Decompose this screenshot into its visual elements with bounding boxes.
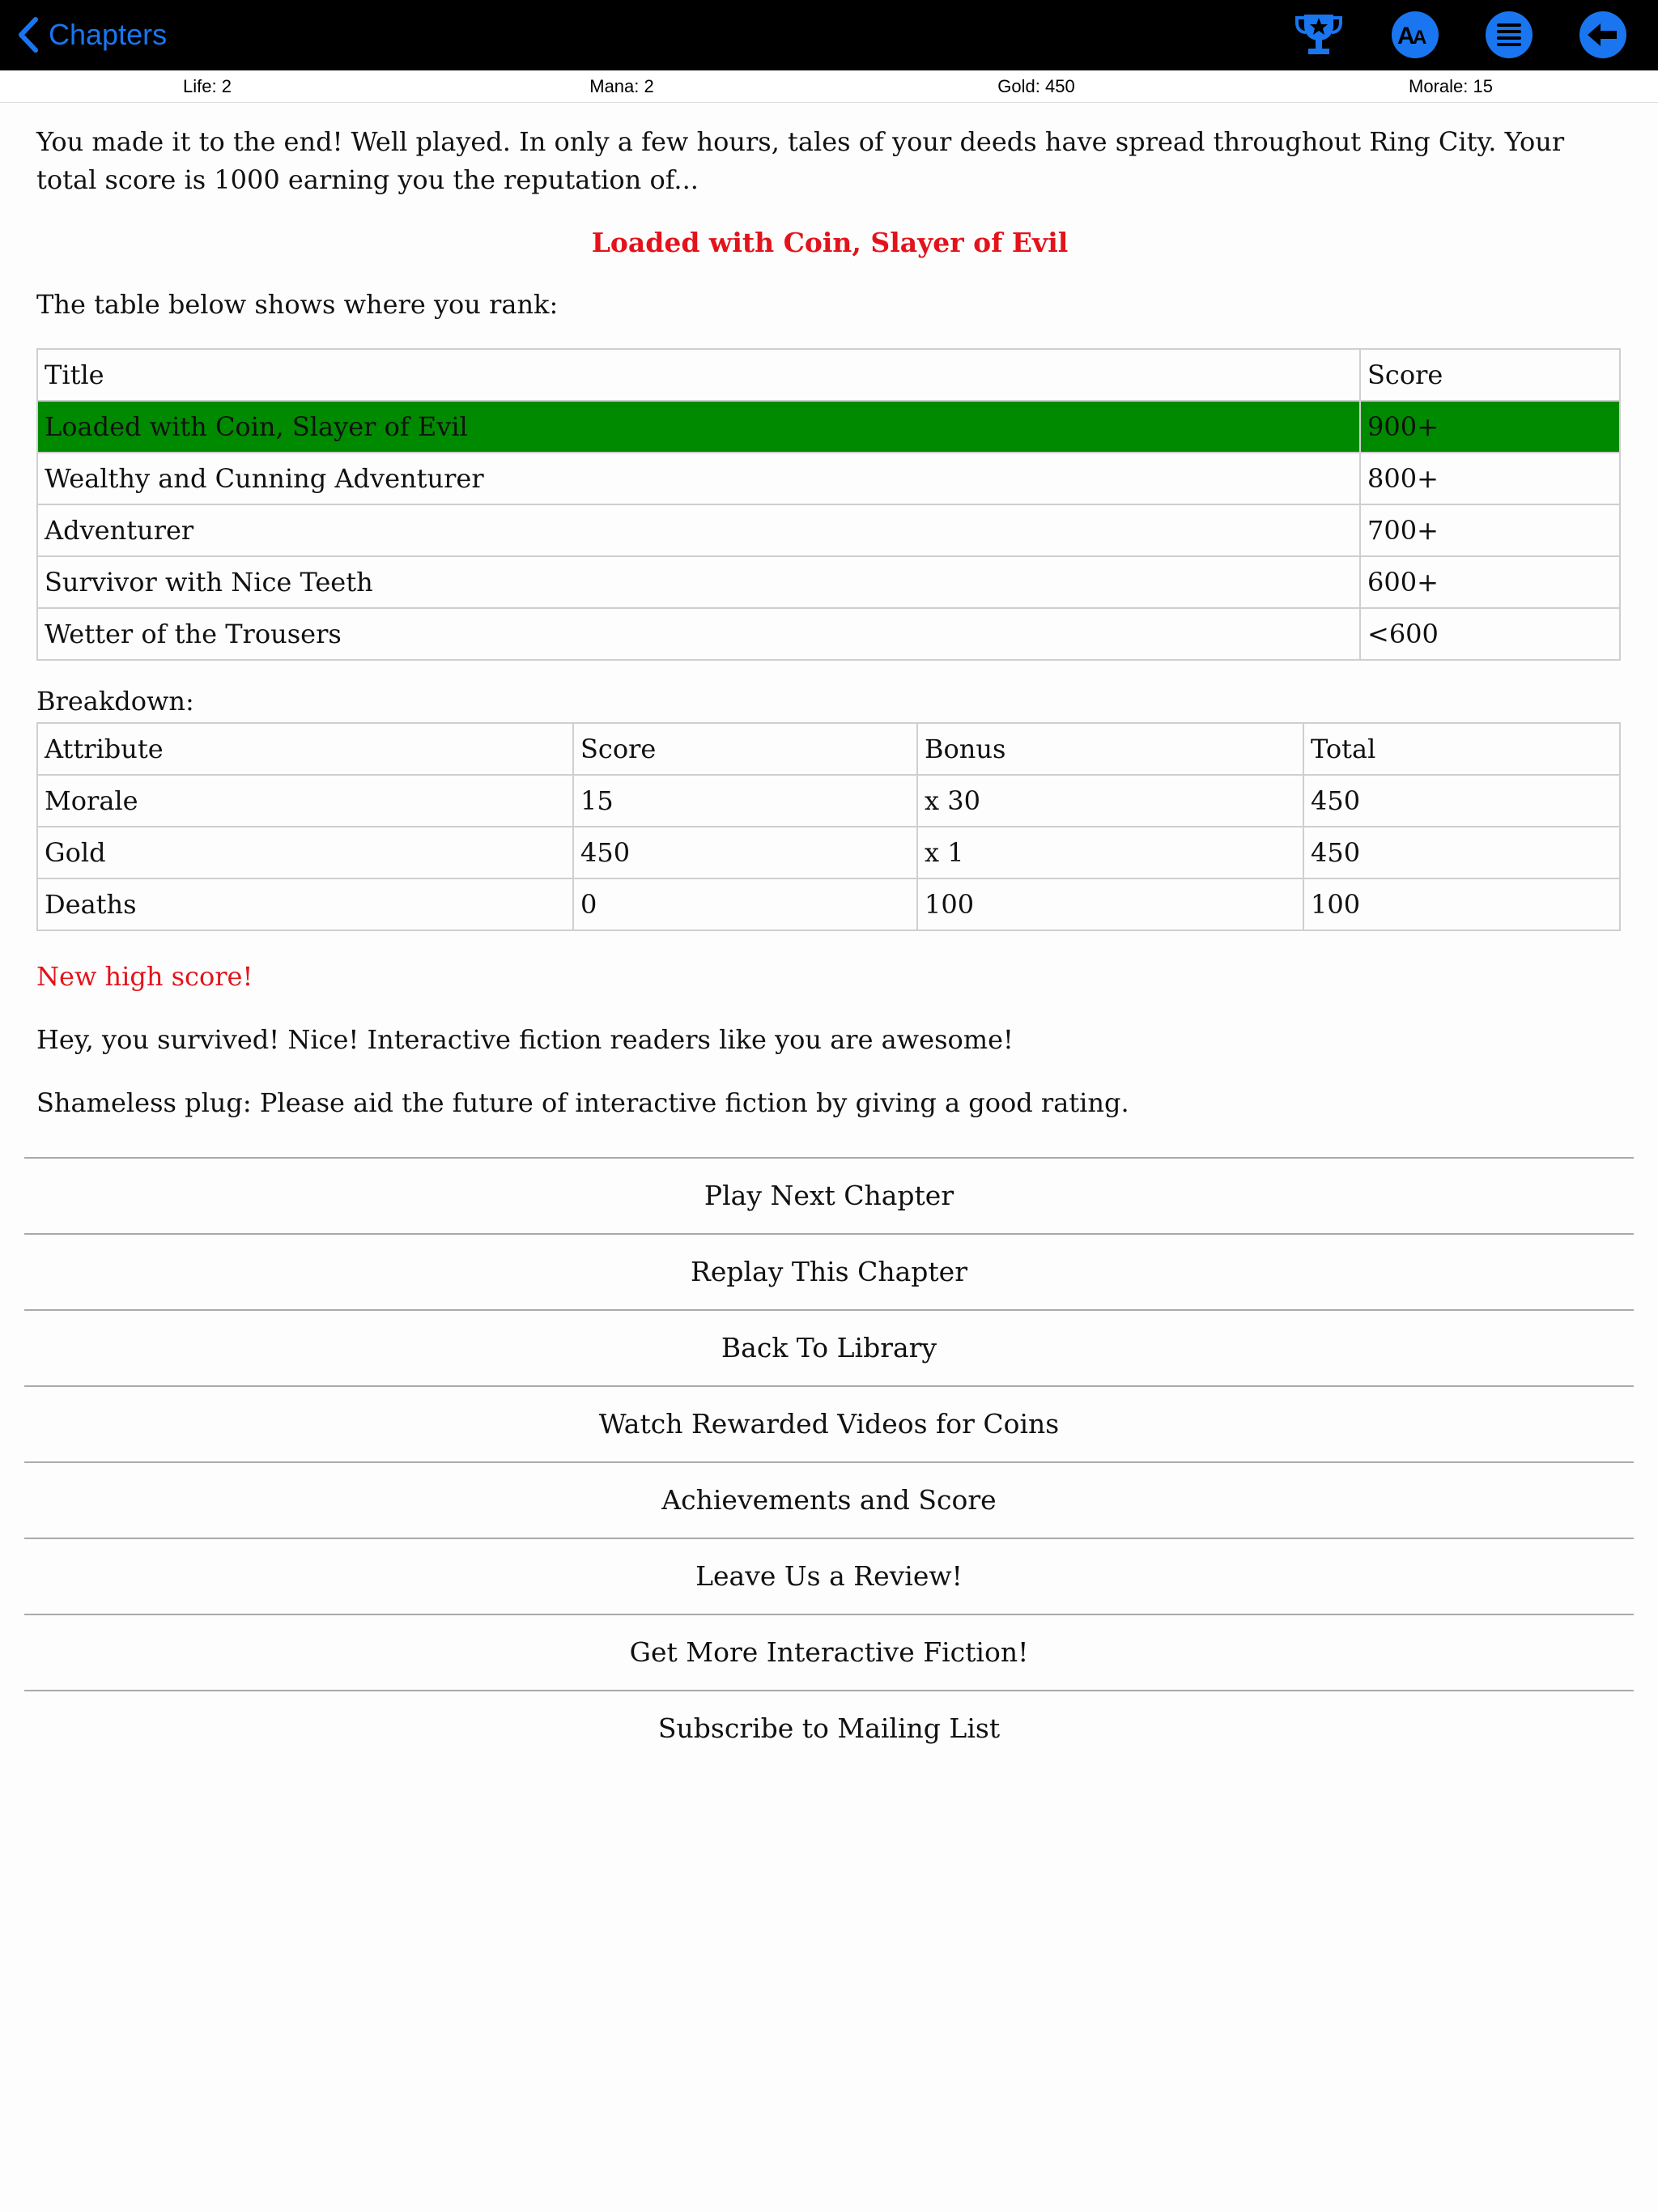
breakdown-label: Breakdown: — [36, 686, 194, 717]
table-header-row — [37, 349, 1620, 401]
table-row — [37, 556, 1620, 608]
table-header-row — [37, 723, 1620, 775]
table-cell: 450 — [573, 827, 917, 878]
table-row — [37, 827, 1620, 878]
back-to-chapters-button[interactable] — [16, 11, 167, 58]
achievements-and-score-button[interactable]: Achievements and Score — [24, 1461, 1634, 1538]
table-cell: 900+ — [1360, 401, 1620, 453]
stats-bar — [0, 70, 1658, 103]
table-cell: x 1 — [917, 827, 1303, 878]
table-row — [37, 775, 1620, 827]
table-cell: x 30 — [917, 775, 1303, 827]
rating-plug-text: Shameless plug: Please aid the future of interactive fiction by giving a good rating. — [36, 1087, 1129, 1118]
reputation-title: Loaded with Coin, Slayer of Evil — [591, 227, 1069, 258]
table-cell: Survivor with Nice Teeth — [37, 556, 1360, 608]
play-next-chapter-button[interactable]: Play Next Chapter — [24, 1157, 1634, 1233]
back-label: Chapters — [49, 18, 168, 51]
table-cell: 700+ — [1360, 504, 1620, 556]
replay-chapter-button[interactable]: Replay This Chapter — [24, 1233, 1634, 1309]
table-cell: Loaded with Coin, Slayer of Evil — [37, 401, 1360, 453]
table-header-cell: Total — [1303, 723, 1620, 775]
table-cell: 600+ — [1360, 556, 1620, 608]
menu-list-icon[interactable] — [1484, 10, 1534, 60]
svg-text:A: A — [1397, 23, 1415, 49]
table-row-current-rank — [37, 401, 1620, 453]
rank-table — [36, 348, 1621, 661]
table-row — [37, 504, 1620, 556]
trophy-icon[interactable] — [1294, 10, 1344, 60]
subscribe-mailing-list-button[interactable]: Subscribe to Mailing List — [24, 1690, 1634, 1766]
story-content — [36, 123, 1623, 1122]
table-cell: 450 — [1303, 827, 1620, 878]
table-cell: Adventurer — [37, 504, 1360, 556]
get-more-fiction-button[interactable]: Get More Interactive Fiction! — [24, 1614, 1634, 1690]
life-stat: Life: 2 — [183, 76, 232, 96]
mana-stat: Mana: 2 — [589, 76, 654, 96]
table-row — [37, 608, 1620, 660]
top-navigation-bar — [0, 0, 1658, 70]
table-cell: <600 — [1360, 608, 1620, 660]
table-cell: Morale — [37, 775, 573, 827]
ending-intro-text: You made it to the end! Well played. In only a few hours, tales of your deeds have spread throughout Ring City. Your total score is 1000 earning you the reputation of... — [36, 126, 1565, 195]
table-cell: 450 — [1303, 775, 1620, 827]
arrow-back-icon[interactable] — [1578, 10, 1628, 60]
new-high-score-text: New high score! — [36, 961, 253, 992]
table-cell: 100 — [1303, 878, 1620, 930]
table-header-cell: Title — [37, 349, 1360, 401]
table-cell: Gold — [37, 827, 573, 878]
survived-message: Hey, you survived! Nice! Interactive fiction readers like you are awesome! — [36, 1024, 1014, 1055]
svg-text:A: A — [1413, 27, 1427, 49]
rank-intro-text: The table below shows where you rank: — [36, 289, 559, 320]
watch-rewarded-videos-button[interactable]: Watch Rewarded Videos for Coins — [24, 1385, 1634, 1461]
table-cell: 100 — [917, 878, 1303, 930]
back-to-library-button[interactable]: Back To Library — [24, 1309, 1634, 1385]
table-cell: Wetter of the Trousers — [37, 608, 1360, 660]
chapter-actions-list — [24, 1157, 1634, 1766]
table-cell: 15 — [573, 775, 917, 827]
table-header-cell: Score — [1360, 349, 1620, 401]
table-header-cell: Bonus — [917, 723, 1303, 775]
table-cell: Deaths — [37, 878, 573, 930]
table-header-cell: Attribute — [37, 723, 573, 775]
leave-review-button[interactable]: Leave Us a Review! — [24, 1538, 1634, 1614]
table-header-cell: Score — [573, 723, 917, 775]
table-cell: 800+ — [1360, 453, 1620, 504]
chevron-left-icon — [16, 16, 40, 53]
morale-stat: Morale: 15 — [1409, 76, 1493, 96]
font-size-icon[interactable] — [1390, 10, 1440, 60]
table-row — [37, 878, 1620, 930]
breakdown-table — [36, 722, 1621, 931]
gold-stat: Gold: 450 — [997, 76, 1075, 96]
table-cell: 0 — [573, 878, 917, 930]
table-cell: Wealthy and Cunning Adventurer — [37, 453, 1360, 504]
table-row — [37, 453, 1620, 504]
